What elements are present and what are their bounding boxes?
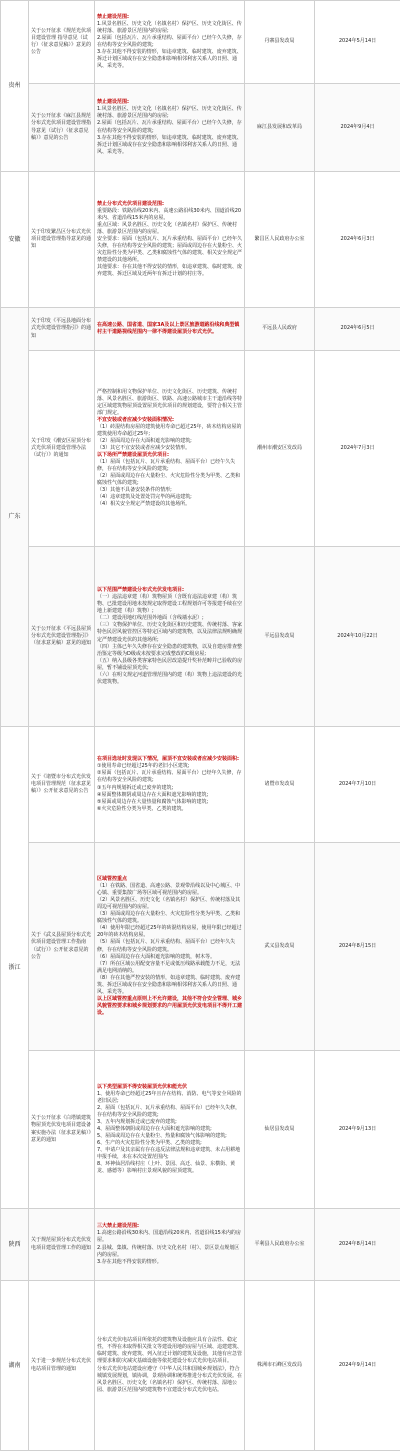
date-cell: 2024年7月3日 [315,351,400,547]
content-line: （2）屋面周边存在大面积遮光影响的建筑; [97,438,242,445]
department-cell: 麻江县发展和改革局 [245,84,315,172]
table-row [1,547,400,727]
document-title[interactable]: 关于印发《平远县地面分布式光伏建设管理指引》的通知 [29,308,95,351]
content-line: （4）使用年限已经超过25年的砖混结构房屋，使用年限已经超过20年的砖木结构房屋。 [97,925,242,939]
content-line: ④屋面整体朝阴或周边存在大面积遮光影响的建筑; [97,792,242,799]
department-cell: 株洲市石峰区发改局 [245,1281,315,1451]
date-cell: 2024年7月10日 [315,727,400,843]
department-cell: 平利县人民政府办公室 [245,1209,315,1281]
document-title[interactable]: 关于公开征求《平远县屋顶分布式光伏建设管理指引》（征求意见稿）意见的通知 [29,547,95,727]
department-cell: 武义县发改局 [245,843,315,1051]
content-line: （四）主体已年久失修存在安全隐患的建筑物，以及自建房排查整治鉴定等级为D级或未按要求完成整改的C级房屋; [97,644,242,658]
content-heading: 禁止分布式光伏项目建设范围: [97,201,242,208]
province-cell: 浙江 [1,727,29,1209]
content-heading: 三大禁止建设范围: [97,1223,242,1230]
content-line: 以上区域管控重点原则上不允许建设，其他不符合安全管理、城乡风貌管控要求和城乡规划要求的户用屋顶光伏发电项目不得开工建设。 [97,996,242,1017]
content-line: 1.风景名胜区、历史文化（名镇名村）保护区、历史文化街区、传统村落、旅游景区范围内的房屋; [97,21,242,35]
date-cell: 2024年8月14日 [315,1209,400,1281]
document-title[interactable]: 关于印发繁昌区分布式光伏项目建设管理指导意见的通知 [29,172,95,308]
date-cell: 2024年9月13日 [315,1051,400,1209]
content-heading: 不宜安装或者应减少安装面积情况: [97,417,242,424]
content-cell [95,547,245,727]
content-line: （3）其他不具备安装条件的情形; [97,487,242,494]
content-line: 5、屋面或周边存在大量粉尘、热量和腐蚀气体影响的建筑; [97,1133,242,1140]
content-line: （5）屋面（包括瓦片、瓦片承重结构、屋面平台）已经年久失修，存在结构等安全风险的建筑。 [97,939,242,953]
content-heading: 以下范围严禁建设分布式光伏发电项目: [97,587,242,594]
content-line: 8、环神仙居沿线村庄（上叶、景园、高迁、仙景、东横街、黄龙、感德等）影响村庄景观风貌的屋顶建筑。 [97,1161,242,1175]
content-line: ③五年内规划拆迁或已废弃的建筑; [97,785,242,792]
content-line: （五）纳入县级各类客家特色民居改造提升奖补范畴并已验收的房屋，暂不铺设屋顶光伏; [97,658,242,672]
content-line: （6）屋面周边存在大面积遮光影响的建筑，树木等。 [97,954,242,961]
table-row [1,351,400,547]
content-line: 重要路段：铁路沿线20米内、高速公路沿线30米内、国道沿线20米内、省道沿线15米内的房屋。 [97,208,242,222]
date-cell: 2024年8月15日 [315,843,400,1051]
content-line: （3）屋面或周边存在大量粉尘、火灾危险性分类为甲类、乙类和腐蚀性气体的建筑。 [97,911,242,925]
content-line: ⑥火灾危险性分类为甲类、乙类的建筑。 [97,806,242,813]
content-cell [95,1281,245,1451]
table-row [1,308,400,351]
content-cell [95,172,245,308]
content-line: （1）屋面（包括瓦片、瓦片承重结构、屋面平台）已经午久失修，存在结构等安全风险的建筑; [97,459,242,473]
content-line: 重点区域：风景名胜区、历史文化（名镇名村）保护区、传统村落、旅游景区范围内的房屋。 [97,222,242,236]
department-cell: 繁昌区人民政府办公室 [245,172,315,308]
document-title[interactable]: 关于公开征求《麻江县规范分布式光伏项目建设管理指导意见（试行）（征求意见稿）》意见的公告 [29,84,95,172]
content-line: 安全要求：屋面（包括瓦片、瓦片承重结构、屋面平台）已经年久失修，存在结构等安全风险的建筑；屋面或周边存在大量粉尘、火灾危险性分类为甲类、乙类和腐蚀性气体的建筑、相关安全规定严禁建设的其他场所。 [97,236,242,264]
table-row [1,84,400,172]
province-cell: 贵州 [1,1,29,172]
content-line: 1.高速公路沿线30米内、国道沿线20米内、省道沿线15米内的房屋。 [97,1230,242,1244]
content-line: 在高速公路、国省道、国家3A及以上景区旅游道路沿线和典型镇村主干道路视线范围内一律不得建设屋顶分布式光伏。 [97,322,242,336]
department-cell: 潮州市潮安区发改局 [245,351,315,547]
date-cell: 2024年5月14日 [315,1,400,84]
content-line: 分布式光伏电站项目所依托的建筑物及设施应具有合法性、稳定性，不得在未取得相关批文等建设用地的房屋与区域、违建建筑、临时建筑、废弃建筑、列入征迁计划的建筑及设施，其他有应急管理要求和防灾减灾基础设施等依托建设分布式光伏电站项目。 [97,1337,242,1365]
content-line: 2.屋面（包括瓦片、瓦片承重结构、屋面平台）已经午久失修，存在结构等安全风险的建筑; [97,120,242,134]
province-cell: 陕西 [1,1209,29,1281]
table-row [1,1051,400,1209]
content-heading: 禁止建设范围: [97,14,242,21]
content-heading: 以下类型屋顶不得安装屋顶光伏和能光伏 [97,1084,242,1091]
table-row [1,172,400,308]
content-cell [95,1209,245,1281]
content-line: 其他要求：存在其他不得安装的情形，如违章建筑、临时建筑、废弃建筑、拆迁区域及近两年有拆迁计划的村庄等。 [97,264,242,278]
content-line: 2.屋面（包括瓦片、瓦片承重结构、屋面平台）已经午久失修，存在结构等安全风险的建筑; [97,35,242,49]
document-title[interactable]: 关于公开征求《规范光伏项目建设管理 指导意见（试行）（征求意见稿）》意见的公告 [29,1,95,84]
date-cell: 2024年6月5日 [315,308,400,351]
content-heading: 在项目选址时发现以下情况，屋顶不宜安装或者应减少安装面积: [97,756,242,763]
table-row [1,1209,400,1281]
content-line: （1）在铁路、国省道、高速公路、景观带沿线以及中心城区、中心镇、重要集散广场等区域可视范围内的房屋。 [97,883,242,897]
province-cell: 广东 [1,308,29,727]
content-cell [95,308,245,351]
content-line: ①使用寿命已经超过25年的老旧小区建筑; [97,763,242,770]
content-cell [95,1051,245,1209]
content-line: （1）砖混结构房屋的建筑使用寿命已超过25年，砖木结构房屋的建筑使用寿命超过25年; [97,424,242,438]
table-row [1,1,400,84]
department-cell: 仙居县发改局 [245,1051,315,1209]
content-line: （2）屋面或周边存在大量粉尘、火灾危险性分类为甲类、乙类和腐蚀性气体的建筑; [97,473,242,487]
content-line: （2）风景名胜区、历史文化（名镇名村）保护区、传统村落及其周边可视范围内的房屋。 [97,897,242,911]
province-cell: 湖南 [1,1281,29,1451]
content-cell [95,843,245,1051]
content-line: 分布式光伏电站建设应遵守《中华人民共和国城乡规划法》，符合城镇发展规划，镇协调，景观协调和统筹推进分布式光伏发展。在风景名胜区、历史文化（名镇名村）保护区、传统村落、湿地公园、旅游景区范围内的建筑物不宜建设分布式光伏电站。 [97,1366,242,1394]
content-cell [95,351,245,547]
content-line: （六）在明文规定河道管理范围内的建（构）筑物上违法建设的光伏建筑物。 [97,672,242,686]
province-cell: 安徽 [1,172,29,308]
date-cell: 2024年6月3日 [315,172,400,308]
table-row [1,1281,400,1451]
content-line: （一）违法违章建（构）筑物屋顶（含既有违法违章建（构）筑物、已批建设用地未按规定取得建设工程规划许可等报建手续在空地上新建建（构）筑物）; [97,594,242,615]
content-line: ⑤屋面或周边存在大量热量和腐蚀气体影响的建筑; [97,799,242,806]
content-line: （7）所在区域公用配变容量不足或低压线路承载能力不足，无法满足电网消纳的。 [97,961,242,975]
document-title[interactable]: 关于《武义县屋顶分布式光伏项目建设管理工作指南（试行）》公开征求意见的公告 [29,843,95,1051]
department-cell: 平远县发改局 [245,547,315,727]
date-cell: 2024年9月4日 [315,84,400,172]
content-line: ②屋面（包括瓦片、瓦片承重结构、屋面平台）已经年久失修，存在结构等安全风险的建筑; [97,770,242,784]
date-cell: 2024年9月14日 [315,1281,400,1451]
content-line: （二）建设用地红线范围外地面（含线墙水泥）; [97,615,242,622]
content-line: 4、屋面整体朝阴或周边存在大面积遮光影响的建筑; [97,1126,242,1133]
content-line: （三）文物保护单位、历史文化街区和历史建筑、传统村落、客家特色民居风貌管控区等特定区域内的建筑物，以及法律法规明确规定严禁建设光伏的其他场所; [97,622,242,643]
content-line: 3、五年内规划拆迁或已废弃的建筑; [97,1119,242,1126]
department-cell: 平远县人民政府 [245,308,315,351]
content-line: 2.县城、集镇、传统村落、历史文化名村（村）、景区景点规划区内的房屋。 [97,1245,242,1259]
content-cell [95,727,245,843]
department-cell: 诸暨市发改局 [245,727,315,843]
content-cell [95,84,245,172]
content-heading: 以下场所严禁建设屋顶光伏项目: [97,452,242,459]
content-line: （4）相关安全规定严禁建设的其他场所。 [97,501,242,508]
content-line: 3.存在其他不得安装的情形，如违章建筑、临时建筑、废弃建筑、拆迁计划区域或存在安全隐患和影响相邻利害关系人的日照、通风、采光等。 [97,49,242,70]
content-heading: 区域管控重点 [97,876,242,883]
table-row [1,727,400,843]
department-cell: 丹寨县发改局 [245,1,315,84]
content-line: 6、生产的火灾危险性分类为甲类、乙类的建筑; [97,1140,242,1147]
content-line: 2、屋面（包括瓦片、瓦片承重结构、屋面平台）已经年久失修，存在结构等安全风险的建筑; [97,1105,242,1119]
document-title[interactable]: 关于进一步规范分布式光伏电站项目管理的通知 [29,1281,95,1451]
content-line: （3）其它不宜安装或者应减少安装情形。 [97,445,242,452]
content-line: （8）存在其他严控安装的情形，如违章建筑、临时建筑、废弃建筑、拆迁区域或存在安全隐患和影响相邻利害关系人的日照、通风、采光等。 [97,975,242,996]
content-line: 3.存在其他不得安装的情形，如违章建筑、临时建筑、废弃建筑、拆迁计划区域或存在安全隐患和影响相邻利害关系人的日照、通风、采光等。 [97,135,242,156]
document-title[interactable]: 关于公开征求《白塔镇建筑物屋顶光伏发电项目建设备案实施办法（征求意见稿）》意见的通知 [29,1051,95,1209]
content-line: 严格控制和用文物保护单位、历史文化街区、历史建筑、传统村落、风景名胜区、旅游街区、铁路、高速公路城市主干道沿线等特定区域建筑物屋顶设置屋顶光伏项目的规划建设，要符合相关主管部门规定。 [97,389,242,417]
table-row [1,843,400,1051]
content-line: 1.风景名胜区、历史文化（名镇名村）保护区、历史文化街区、传统村落、旅游景区范围内的房屋; [97,106,242,120]
date-cell: 2024年10月22日 [315,547,400,727]
content-line: 7、申请户及其亲属有存在违反法律法规和违章建筑、未占用耕地申报手续，未在本次处置范围内; [97,1147,242,1161]
content-line: 3.存在其他不得安装的情形。 [97,1259,242,1266]
document-title[interactable]: 关于《诸暨市分布式光伏发电项目管理规范（征求意见稿）》公开征求意见的公告 [29,727,95,843]
content-line: 1、使用寿命已经超过25年且存在结构、消防、电气等安全风险的老旧民居; [97,1091,242,1105]
document-title[interactable]: 关于印发《潮安区屋顶分布式光伏项目建设管理办法（试行）》的通知 [29,351,95,547]
content-heading: 禁止建设范围: [97,99,242,106]
document-title[interactable]: 关于规范屋顶分布式光伏发电项目建设管理工作的通知 [29,1209,95,1281]
content-line: （4）违章建筑及处置处罚完毕的两违建筑; [97,494,242,501]
content-cell [95,1,245,84]
